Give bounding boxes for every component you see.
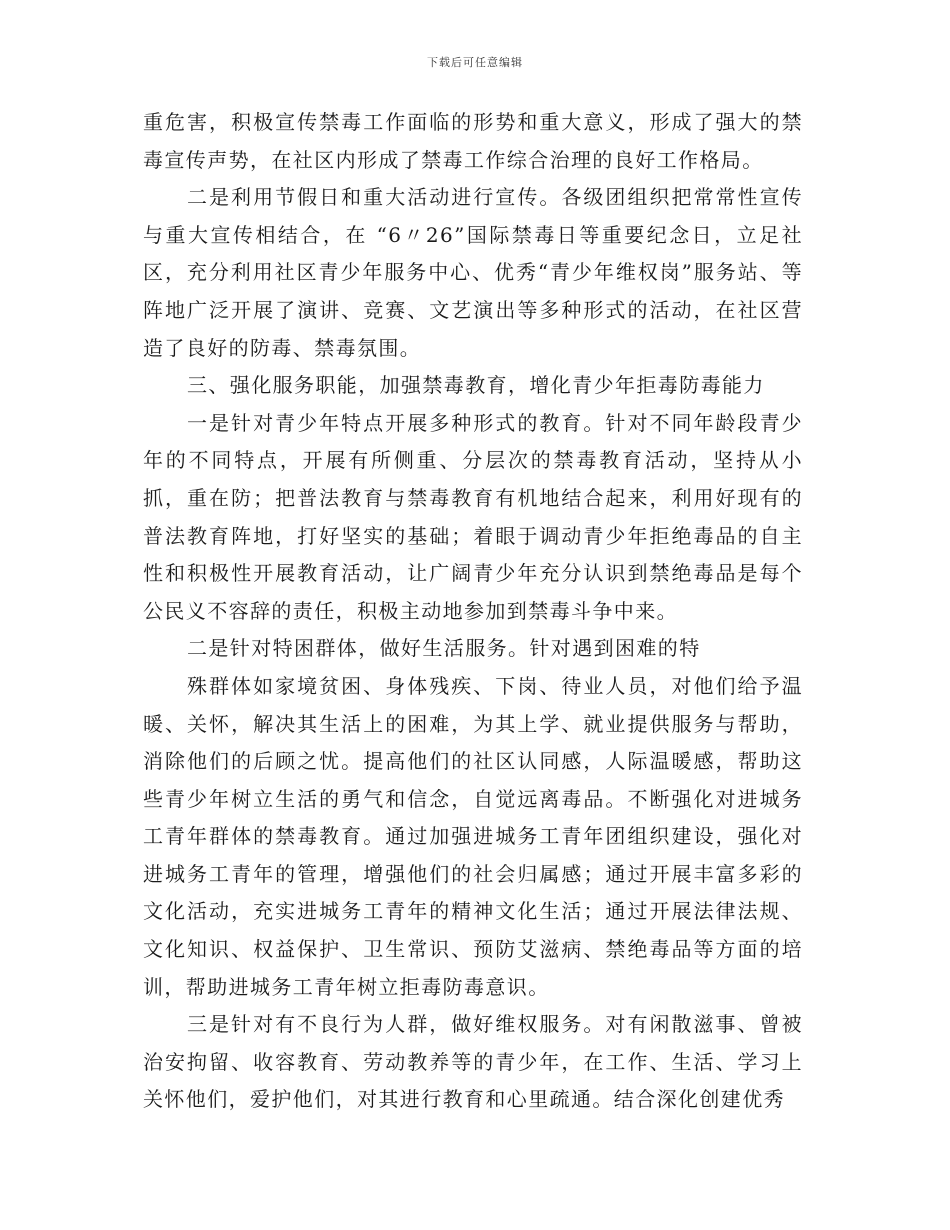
document-body xyxy=(143,104,803,1119)
paragraph-3: 一是针对青少年特点开展多种形式的教育。针对不同年龄段青少年的不同特点，开展有所侧重、分层次的禁毒教育活动，坚持从小抓，重在防；把普法教育与禁毒教育有机地结合起来，利用好现有的普法教育阵地，打好坚实的基础；着眼于调动青少年拒绝毒品的自主性和积极性开展教育活动，让广阔青少年充分认识到禁绝毒品是每个公民义不容辞的责任，积极主动地参加到禁毒斗争中来。 xyxy=(143,410,803,623)
paragraph-2: 二是利用节假日和重大活动进行宣传。各级团组织把常常性宣传与重大宣传相结合，在 “6〃26”国际禁毒日等重要纪念日，立足社区，充分利用社区青少年服务中心、优秀“青少年维权岗”服务站、等阵地广泛开展了演讲、竞赛、文艺演出等多种形式的活动，在社区营造了良好的防毒、禁毒氛围。 xyxy=(143,185,803,360)
page-header: 下载后可任意编辑 xyxy=(427,56,523,69)
paragraph-1: 重危害，积极宣传禁毒工作面临的形势和重大意义，形成了强大的禁毒宣传声势，在社区内形成了禁毒工作综合治理的良好工作格局。 xyxy=(143,110,803,172)
paragraph-6: 三是针对有不良行为人群，做好维权服务。对有闲散滋事、曾被治安拘留、收容教育、劳动教养等的青少年，在工作、生活、学习上关怀他们，爱护他们，对其进行教育和心里疏通。结合深化创建优秀 xyxy=(143,1012,803,1112)
section-heading: 三、强化服务职能，加强禁毒教育，增化青少年拒毒防毒能力 xyxy=(187,373,765,398)
paragraph-4: 二是针对特困群体，做好生活服务。针对遇到困难的特 xyxy=(187,636,701,661)
paragraph-5: 殊群体如家境贫困、身体残疾、下岗、待业人员，对他们给予温暖、关怀，解决其生活上的困难，为其上学、就业提供服务与帮助，消除他们的后顾之忧。提高他们的社区认同感，人际温暖感，帮助这些青少年树立生活的勇气和信念，自觉远离毒品。不断强化对进城务工青年群体的禁毒教育。通过加强进城务工青年团组织建设，强化对进城务工青年的管理，增强他们的社会归属感；通过开展丰富多彩的文化活动，充实进城务工青年的精神文化生活；通过开展法律法规、文化知识、权益保护、卫生常识、预防艾滋病、禁绝毒品等方面的培训，帮助进城务工青年树立拒毒防毒意识。 xyxy=(143,673,803,999)
